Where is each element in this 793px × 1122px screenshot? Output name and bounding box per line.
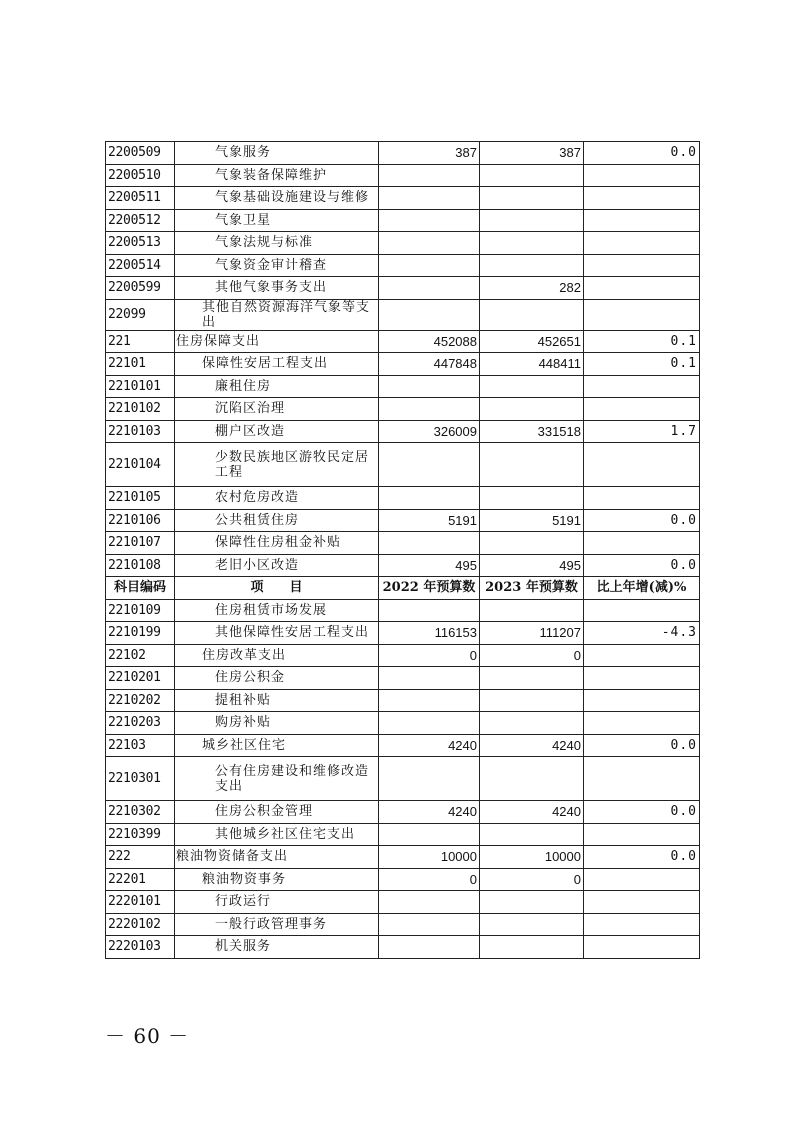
- cell-budget-2022: [379, 299, 480, 330]
- cell-budget-2023: [480, 936, 584, 959]
- cell-item: 其他城乡社区住宅支出: [175, 823, 379, 846]
- cell-budget-2023: [480, 299, 584, 330]
- header-budget-2022: 2022 年预算数: [379, 577, 480, 600]
- cell-budget-2022: [379, 823, 480, 846]
- cell-budget-2023: [480, 187, 584, 210]
- cell-budget-2022: [379, 891, 480, 914]
- cell-budget-2022: [379, 187, 480, 210]
- table-row: [106, 913, 700, 936]
- cell-budget-2022: [379, 689, 480, 712]
- cell-budget-2022: 4240: [379, 801, 480, 824]
- cell-budget-2023: 4240: [480, 734, 584, 757]
- cell-code: 22103: [106, 734, 175, 757]
- cell-item: 气象装备保障维护: [175, 164, 379, 187]
- cell-budget-2022: [379, 487, 480, 510]
- cell-budget-2023: 331518: [480, 420, 584, 443]
- cell-change: [584, 164, 700, 187]
- cell-code: 221: [106, 330, 175, 353]
- cell-change: 0.0: [584, 734, 700, 757]
- cell-change: [584, 487, 700, 510]
- cell-code: 2220103: [106, 936, 175, 959]
- cell-item: 少数民族地区游牧民定居工程: [175, 443, 379, 487]
- cell-budget-2022: 10000: [379, 846, 480, 869]
- cell-budget-2022: [379, 232, 480, 255]
- cell-budget-2022: [379, 443, 480, 487]
- cell-code: 22102: [106, 644, 175, 667]
- cell-change: [584, 277, 700, 300]
- table-row: [106, 689, 700, 712]
- cell-budget-2023: 0: [480, 868, 584, 891]
- cell-change: [584, 232, 700, 255]
- cell-item: 住房改革支出: [175, 644, 379, 667]
- cell-budget-2022: [379, 757, 480, 801]
- cell-budget-2023: [480, 712, 584, 735]
- table-row: [106, 277, 700, 300]
- table-row: [106, 330, 700, 353]
- table-row: [106, 868, 700, 891]
- table-row: [106, 509, 700, 532]
- cell-budget-2023: 111207: [480, 622, 584, 645]
- cell-item: 粮油物资事务: [175, 868, 379, 891]
- cell-budget-2023: [480, 913, 584, 936]
- cell-code: 2210102: [106, 398, 175, 421]
- cell-item: 公共租赁住房: [175, 509, 379, 532]
- cell-change: 0.0: [584, 554, 700, 577]
- cell-item: 保障性安居工程支出: [175, 353, 379, 376]
- table-row: [106, 353, 700, 376]
- table-row: [106, 420, 700, 443]
- cell-code: 2210202: [106, 689, 175, 712]
- cell-item: 住房保障支出: [175, 330, 379, 353]
- cell-change: [584, 644, 700, 667]
- cell-code: 2210302: [106, 801, 175, 824]
- cell-code: 2210201: [106, 667, 175, 690]
- cell-item: 其他气象事务支出: [175, 277, 379, 300]
- cell-budget-2022: [379, 913, 480, 936]
- table-row: [106, 801, 700, 824]
- cell-change: [584, 299, 700, 330]
- page-number: － 60 －: [105, 1024, 190, 1048]
- table-row: [106, 936, 700, 959]
- cell-budget-2023: 387: [480, 142, 584, 165]
- cell-change: [584, 891, 700, 914]
- table-row: [106, 443, 700, 487]
- table-row: [106, 846, 700, 869]
- cell-item: 粮油物资储备支出: [175, 846, 379, 869]
- header-row: [106, 577, 700, 600]
- cell-code: 2210104: [106, 443, 175, 487]
- cell-budget-2022: [379, 164, 480, 187]
- table-row: [106, 254, 700, 277]
- cell-code: 222: [106, 846, 175, 869]
- cell-code: 2210399: [106, 823, 175, 846]
- cell-budget-2022: 326009: [379, 420, 480, 443]
- cell-change: [584, 599, 700, 622]
- cell-item: 气象服务: [175, 142, 379, 165]
- cell-budget-2022: 387: [379, 142, 480, 165]
- cell-change: [584, 913, 700, 936]
- cell-change: [584, 667, 700, 690]
- cell-code: 22101: [106, 353, 175, 376]
- cell-budget-2022: [379, 599, 480, 622]
- cell-code: 2210101: [106, 375, 175, 398]
- cell-budget-2023: 282: [480, 277, 584, 300]
- cell-item: 老旧小区改造: [175, 554, 379, 577]
- cell-change: [584, 187, 700, 210]
- cell-budget-2023: [480, 209, 584, 232]
- header-item: 项 目: [175, 577, 379, 600]
- cell-change: -4.3: [584, 622, 700, 645]
- cell-change: 0.1: [584, 353, 700, 376]
- cell-budget-2023: [480, 164, 584, 187]
- cell-code: 2210105: [106, 487, 175, 510]
- table-row: [106, 667, 700, 690]
- cell-change: [584, 757, 700, 801]
- cell-budget-2022: [379, 375, 480, 398]
- table-row: [106, 375, 700, 398]
- cell-budget-2022: 0: [379, 868, 480, 891]
- cell-item: 住房租赁市场发展: [175, 599, 379, 622]
- table-row: [106, 532, 700, 555]
- table-row: [106, 487, 700, 510]
- cell-budget-2022: [379, 209, 480, 232]
- cell-code: 2200514: [106, 254, 175, 277]
- cell-budget-2023: [480, 823, 584, 846]
- budget-table: [105, 141, 700, 959]
- cell-item: 廉租住房: [175, 375, 379, 398]
- cell-change: 0.0: [584, 846, 700, 869]
- table-row: [106, 209, 700, 232]
- cell-budget-2023: 4240: [480, 801, 584, 824]
- cell-budget-2023: 10000: [480, 846, 584, 869]
- cell-code: 2200511: [106, 187, 175, 210]
- cell-budget-2023: [480, 757, 584, 801]
- table-row: [106, 712, 700, 735]
- cell-budget-2023: [480, 689, 584, 712]
- budget-table-body-top: [106, 142, 700, 577]
- cell-item: 住房公积金: [175, 667, 379, 690]
- cell-code: 2200513: [106, 232, 175, 255]
- cell-change: 1.7: [584, 420, 700, 443]
- budget-table-header: [106, 577, 700, 600]
- table-row: [106, 232, 700, 255]
- cell-budget-2023: [480, 599, 584, 622]
- cell-code: 2210301: [106, 757, 175, 801]
- cell-budget-2023: [480, 443, 584, 487]
- cell-item: 气象资金审计稽查: [175, 254, 379, 277]
- cell-code: 2220101: [106, 891, 175, 914]
- cell-budget-2023: [480, 891, 584, 914]
- cell-code: 2200509: [106, 142, 175, 165]
- cell-item: 其他保障性安居工程支出: [175, 622, 379, 645]
- cell-item: 棚户区改造: [175, 420, 379, 443]
- cell-budget-2023: 452651: [480, 330, 584, 353]
- header-change: 比上年增(减)%: [584, 577, 700, 600]
- cell-change: [584, 712, 700, 735]
- cell-change: [584, 375, 700, 398]
- cell-change: 0.0: [584, 142, 700, 165]
- cell-change: [584, 936, 700, 959]
- cell-code: 2200510: [106, 164, 175, 187]
- cell-budget-2023: [480, 232, 584, 255]
- cell-change: 0.0: [584, 509, 700, 532]
- cell-budget-2022: 4240: [379, 734, 480, 757]
- cell-item: 城乡社区住宅: [175, 734, 379, 757]
- cell-budget-2023: [480, 532, 584, 555]
- cell-code: 22201: [106, 868, 175, 891]
- cell-budget-2022: [379, 277, 480, 300]
- table-row: [106, 554, 700, 577]
- cell-item: 保障性住房租金补贴: [175, 532, 379, 555]
- cell-item: 气象基础设施建设与维修: [175, 187, 379, 210]
- cell-change: [584, 254, 700, 277]
- cell-budget-2022: [379, 712, 480, 735]
- cell-code: 2200599: [106, 277, 175, 300]
- cell-budget-2022: 495: [379, 554, 480, 577]
- cell-change: [584, 443, 700, 487]
- cell-code: 2210199: [106, 622, 175, 645]
- table-row: [106, 823, 700, 846]
- cell-budget-2022: [379, 254, 480, 277]
- cell-change: [584, 823, 700, 846]
- table-row: [106, 142, 700, 165]
- table-row: [106, 599, 700, 622]
- cell-code: 2210203: [106, 712, 175, 735]
- cell-change: [584, 689, 700, 712]
- cell-budget-2022: [379, 667, 480, 690]
- cell-budget-2023: [480, 487, 584, 510]
- cell-budget-2022: 5191: [379, 509, 480, 532]
- cell-item: 农村危房改造: [175, 487, 379, 510]
- table-row: [106, 164, 700, 187]
- cell-code: 2210109: [106, 599, 175, 622]
- cell-code: 22099: [106, 299, 175, 330]
- cell-item: 其他自然资源海洋气象等支出: [175, 299, 379, 330]
- cell-budget-2023: 448411: [480, 353, 584, 376]
- cell-budget-2022: 0: [379, 644, 480, 667]
- table-row: [106, 299, 700, 330]
- cell-item: 气象卫星: [175, 209, 379, 232]
- cell-budget-2022: [379, 532, 480, 555]
- cell-item: 住房公积金管理: [175, 801, 379, 824]
- cell-budget-2022: 116153: [379, 622, 480, 645]
- cell-item: 一般行政管理事务: [175, 913, 379, 936]
- cell-code: 2210103: [106, 420, 175, 443]
- table-row: [106, 622, 700, 645]
- cell-budget-2022: 447848: [379, 353, 480, 376]
- cell-item: 沉陷区治理: [175, 398, 379, 421]
- cell-budget-2022: [379, 936, 480, 959]
- cell-budget-2022: [379, 398, 480, 421]
- cell-change: [584, 532, 700, 555]
- budget-table-body-bottom: [106, 599, 700, 958]
- header-code: 科目编码: [106, 577, 175, 600]
- cell-item: 行政运行: [175, 891, 379, 914]
- cell-code: 2200512: [106, 209, 175, 232]
- cell-change: [584, 398, 700, 421]
- cell-budget-2023: [480, 667, 584, 690]
- cell-budget-2023: 5191: [480, 509, 584, 532]
- cell-budget-2023: [480, 375, 584, 398]
- table-row: [106, 891, 700, 914]
- cell-change: [584, 209, 700, 232]
- cell-item: 购房补贴: [175, 712, 379, 735]
- cell-change: [584, 868, 700, 891]
- cell-code: 2210107: [106, 532, 175, 555]
- table-row: [106, 187, 700, 210]
- cell-budget-2023: [480, 254, 584, 277]
- cell-budget-2023: 0: [480, 644, 584, 667]
- table-row: [106, 398, 700, 421]
- table-row: [106, 757, 700, 801]
- cell-budget-2023: 495: [480, 554, 584, 577]
- cell-budget-2023: [480, 398, 584, 421]
- cell-item: 气象法规与标准: [175, 232, 379, 255]
- cell-item: 机关服务: [175, 936, 379, 959]
- cell-change: 0.1: [584, 330, 700, 353]
- cell-item: 公有住房建设和维修改造支出: [175, 757, 379, 801]
- cell-code: 2220102: [106, 913, 175, 936]
- table-row: [106, 734, 700, 757]
- cell-item: 提租补贴: [175, 689, 379, 712]
- cell-change: 0.0: [584, 801, 700, 824]
- cell-code: 2210106: [106, 509, 175, 532]
- table-row: [106, 644, 700, 667]
- cell-code: 2210108: [106, 554, 175, 577]
- header-budget-2023: 2023 年预算数: [480, 577, 584, 600]
- cell-budget-2022: 452088: [379, 330, 480, 353]
